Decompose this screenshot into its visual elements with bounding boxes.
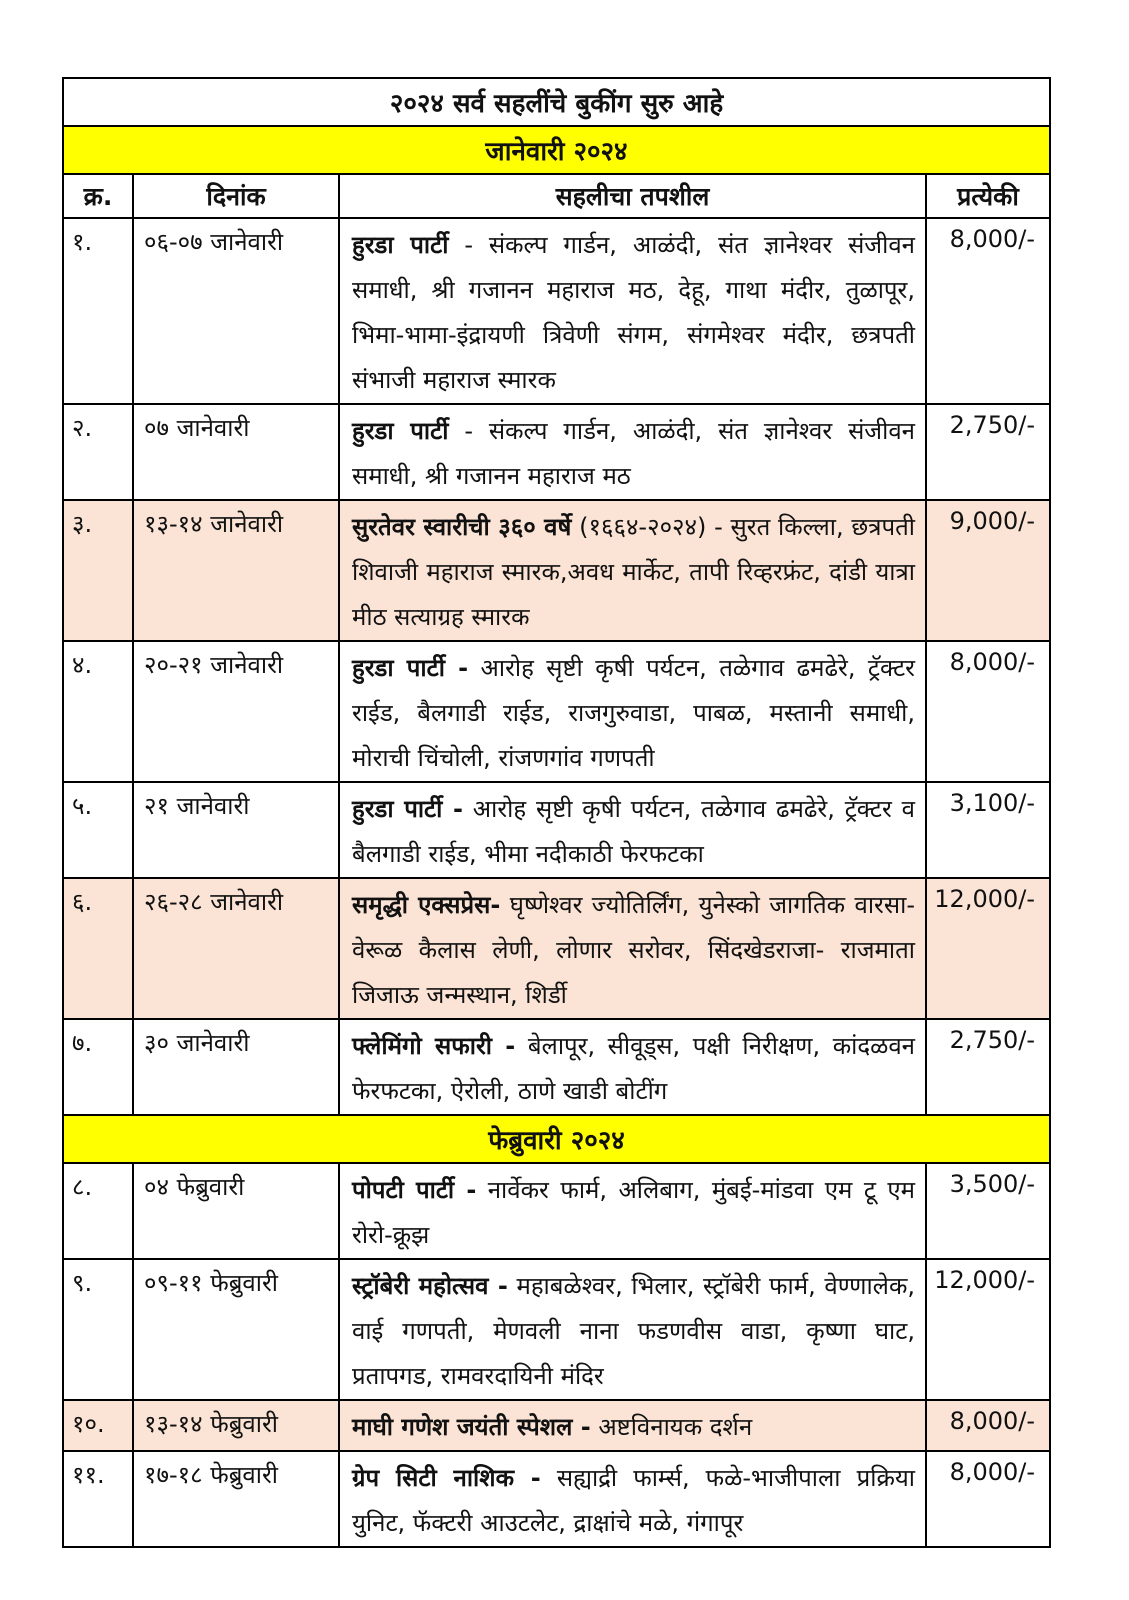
table-row bbox=[63, 1163, 1050, 1259]
page-title: २०२४ सर्व सहलींचे बुकींग सुरु आहे bbox=[63, 78, 1050, 126]
row-num: १. bbox=[63, 218, 133, 404]
tour-description: नार्वेकर फार्म, अलिबाग, मुंबई-मांडवा एम टू एम रोरो-क्रूझ bbox=[352, 1176, 915, 1249]
tour-description: - संकल्प गार्डन, आळंदी, संत ज्ञानेश्वर संजीवन समाधी, श्री गजानन महाराज मठ bbox=[352, 417, 915, 490]
row-num: ७. bbox=[63, 1019, 133, 1115]
tour-description: महाबळेश्वर, भिलार, स्ट्रॉबेरी फार्म, वेण्णालेक, वाई गणपती, मेणवली नाना फडणवीस वाडा, कृष्णा घाट, प्रतापगड, रामवरदायिनी मंदिर bbox=[352, 1272, 916, 1390]
tour-name: फ्लेमिंगो सफारी - bbox=[352, 1032, 516, 1060]
tour-description: सह्याद्री फार्म्स, फळे-भाजीपाला प्रक्रिया युनिट, फॅक्टरी आउटलेट, द्राक्षांचे मळे, गंगापूर bbox=[352, 1464, 916, 1537]
row-num: ११. bbox=[63, 1451, 133, 1547]
tour-name: ग्रेप सिटी नाशिक - bbox=[352, 1464, 541, 1492]
row-details bbox=[339, 641, 926, 782]
header-row bbox=[63, 174, 1050, 218]
row-details bbox=[339, 878, 926, 1019]
table-row bbox=[63, 1451, 1050, 1547]
row-num: २. bbox=[63, 404, 133, 500]
row-date: १३-१४ फेब्रुवारी bbox=[133, 1400, 339, 1451]
row-details bbox=[339, 500, 926, 641]
row-details bbox=[339, 1259, 926, 1400]
tour-description: अष्टविनायक दर्शन bbox=[590, 1413, 753, 1441]
month-row-january bbox=[63, 126, 1050, 174]
month-heading: फेब्रुवारी २०२४ bbox=[63, 1115, 1050, 1163]
row-price: 12,000/- bbox=[926, 1259, 1050, 1400]
row-details bbox=[339, 1451, 926, 1547]
row-price: 12,000/- bbox=[926, 878, 1050, 1019]
row-date: २०-२१ जानेवारी bbox=[133, 641, 339, 782]
month-heading: जानेवारी २०२४ bbox=[63, 126, 1050, 174]
tour-name: समृद्धी एक्सप्रेस- bbox=[352, 891, 501, 919]
row-date: ०४ फेब्रुवारी bbox=[133, 1163, 339, 1259]
header-details: सहलीचा तपशील bbox=[339, 174, 926, 218]
month-row-february bbox=[63, 1115, 1050, 1163]
table-row bbox=[63, 1400, 1050, 1451]
row-price: 8,000/- bbox=[926, 641, 1050, 782]
row-price: 3,500/- bbox=[926, 1163, 1050, 1259]
header-date: दिनांक bbox=[133, 174, 339, 218]
table-row bbox=[63, 878, 1050, 1019]
row-price: 3,100/- bbox=[926, 782, 1050, 878]
tour-name: हुरडा पार्टी bbox=[352, 231, 449, 259]
row-price: 8,000/- bbox=[926, 1451, 1050, 1547]
row-details bbox=[339, 218, 926, 404]
tour-name: माघी गणेश जयंती स्पेशल - bbox=[352, 1413, 591, 1441]
row-price: 9,000/- bbox=[926, 500, 1050, 641]
tour-name: स्ट्रॉबेरी महोत्सव - bbox=[352, 1272, 508, 1300]
tour-name: पोपटी पार्टी - bbox=[352, 1176, 477, 1204]
row-details bbox=[339, 404, 926, 500]
tour-schedule-table bbox=[62, 77, 1051, 1548]
tour-description: (१६६४-२०२४) - सुरत किल्ला, छत्रपती शिवाजी महाराज स्मारक,अवध मार्केट, तापी रिव्हरफ्रंट, दांडी यात्रा मीठ सत्याग्रह स्मारक bbox=[352, 513, 915, 631]
table-row bbox=[63, 404, 1050, 500]
table-row bbox=[63, 500, 1050, 641]
title-row bbox=[63, 78, 1050, 126]
row-num: ४. bbox=[63, 641, 133, 782]
row-price: 8,000/- bbox=[926, 218, 1050, 404]
row-date: २६-२८ जानेवारी bbox=[133, 878, 339, 1019]
row-date: ०९-११ फेब्रुवारी bbox=[133, 1259, 339, 1400]
row-date: २१ जानेवारी bbox=[133, 782, 339, 878]
table-row bbox=[63, 782, 1050, 878]
row-details bbox=[339, 1019, 926, 1115]
row-date: १७-१८ फेब्रुवारी bbox=[133, 1451, 339, 1547]
tour-description: आरोह सृष्टी कृषी पर्यटन, तळेगाव ढमढेरे, ट्रॅक्टर व बैलगाडी राईड, भीमा नदीकाठी फेरफटका bbox=[352, 795, 916, 868]
row-date: ०७ जानेवारी bbox=[133, 404, 339, 500]
row-num: १०. bbox=[63, 1400, 133, 1451]
row-date: १३-१४ जानेवारी bbox=[133, 500, 339, 641]
row-price: 8,000/- bbox=[926, 1400, 1050, 1451]
row-num: ६. bbox=[63, 878, 133, 1019]
table-row bbox=[63, 1259, 1050, 1400]
tour-description: आरोह सृष्टी कृषी पर्यटन, तळेगाव ढमढेरे, ट्रॅक्टर राईड, बैलगाडी राईड, राजगुरुवाडा, पाबळ, मस्तानी समाधी, मोराची चिंचोली, रांजणगांव गणपती bbox=[352, 654, 915, 772]
row-num: ९. bbox=[63, 1259, 133, 1400]
table-row bbox=[63, 218, 1050, 404]
row-date: ३० जानेवारी bbox=[133, 1019, 339, 1115]
row-num: ८. bbox=[63, 1163, 133, 1259]
table-row bbox=[63, 641, 1050, 782]
row-num: ३. bbox=[63, 500, 133, 641]
row-details bbox=[339, 1163, 926, 1259]
tour-description: बेलापूर, सीवूड्स, पक्षी निरीक्षण, कांदळवन फेरफटका, ऐरोली, ठाणे खाडी बोटींग bbox=[352, 1032, 915, 1105]
row-details bbox=[339, 782, 926, 878]
tour-name: हुरडा पार्टी - bbox=[352, 654, 469, 682]
row-num: ५. bbox=[63, 782, 133, 878]
table-row bbox=[63, 1019, 1050, 1115]
tour-description: - संकल्प गार्डन, आळंदी, संत ज्ञानेश्वर संजीवन समाधी, श्री गजानन महाराज मठ, देहू, गाथा मंदीर, तुळापूर, भिमा-भामा-इंद्रायणी त्रिवेणी संगम, संगमेश्वर मंदीर, छत्रपती संभाजी महाराज स्मारक bbox=[352, 231, 915, 394]
tour-name: हुरडा पार्टी bbox=[352, 417, 449, 445]
tour-description: घृष्णेश्वर ज्योतिर्लिंग, युनेस्को जागतिक वारसा- वेरूळ कैलास लेणी, लोणार सरोवर, सिंदखेडराजा- राजमाता जिजाऊ जन्मस्थान, शिर्डी bbox=[352, 891, 915, 1009]
row-price: 2,750/- bbox=[926, 404, 1050, 500]
tour-name: हुरडा पार्टी - bbox=[352, 795, 463, 823]
row-date: ०६-०७ जानेवारी bbox=[133, 218, 339, 404]
header-num: क्र. bbox=[63, 174, 133, 218]
header-price: प्रत्येकी bbox=[926, 174, 1050, 218]
row-price: 2,750/- bbox=[926, 1019, 1050, 1115]
row-details bbox=[339, 1400, 926, 1451]
tour-name: सुरतेवर स्वारीची ३६० वर्षे bbox=[352, 513, 572, 541]
